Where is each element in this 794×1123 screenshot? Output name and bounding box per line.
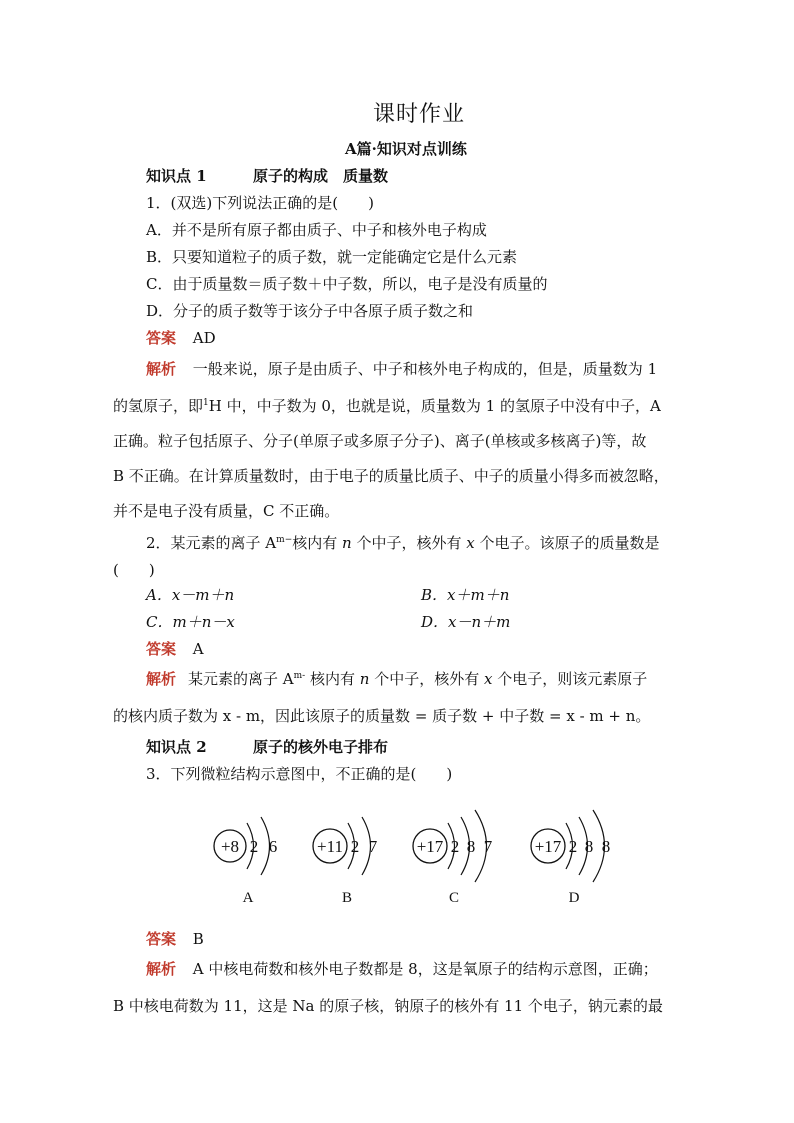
- q2-option-a: A．x－m＋n: [146, 586, 235, 604]
- q1-stem: 1．(双选)下列说法正确的是( ): [146, 194, 374, 212]
- q2-option-d: D．x－n＋m: [421, 613, 511, 631]
- answer-label: 答案: [146, 329, 177, 347]
- shell-count: 6: [268, 837, 278, 856]
- q2-option-b: B．x＋m＋n: [421, 586, 510, 604]
- q2-answer: [146, 638, 204, 659]
- atomic-structure-diagrams: [200, 790, 630, 920]
- shell-count: 8: [584, 837, 594, 856]
- shell-count: 2: [249, 837, 259, 856]
- kp2-topic: 原子的核外电子排布: [253, 738, 389, 756]
- q2-analysis-line-1: 解析 某元素的离子 $A^{m-}$ 核内有 n 个中子，核外有 x 个电子，则该元素原子: [146, 670, 648, 688]
- q1-analysis-line-5: 并不是电子没有质量，C 不正确。: [113, 502, 340, 520]
- diagram-label: B: [341, 890, 353, 906]
- nucleus-charge: +11: [317, 837, 343, 856]
- q1-option-a: A．并不是所有原子都由质子、中子和核外电子构成: [146, 221, 487, 239]
- page-title: 课时作业: [373, 102, 466, 127]
- diagram-label: C: [448, 890, 460, 906]
- shell-count: 7: [483, 837, 493, 856]
- answer-label: 答案: [146, 930, 177, 948]
- diagram-d: [531, 810, 610, 906]
- q2-paren: ( ): [113, 561, 155, 579]
- diagram-label: A: [242, 890, 254, 906]
- q3-analysis-line-2: B 中核电荷数为 11，这是 Na 的原子核，钠原子的核外有 11 个电子，钠元素的最: [113, 997, 663, 1015]
- shell-count: 2: [350, 837, 360, 856]
- diagram-b: [313, 817, 378, 906]
- kp2-label: 知识点 2: [146, 738, 207, 756]
- answer-value: B: [192, 930, 204, 948]
- answer-value: AD: [192, 329, 216, 347]
- q1-analysis-line-3: 正确。粒子包括原子、分子(单原子或多原子分子)、离子(单核或多核离子)等，故: [113, 432, 647, 450]
- h-mass-number: 1: [203, 398, 209, 408]
- q1-option-b: B．只要知道粒子的质子数，就一定能确定它是什么元素: [146, 248, 518, 266]
- q1-analysis-line-2: 的氢原子，即$^1$H 中，中子数为 0，也就是说，质量数为 1 的氢原子中没有中子，A: [113, 397, 661, 415]
- q1-analysis-line-1: 解析 一般来说，原子是由质子、中子和核外电子构成的，但是，质量数为 1: [146, 360, 658, 378]
- analysis-label: 解析: [146, 960, 177, 978]
- analysis-label: 解析: [146, 670, 177, 688]
- nucleus-charge: +8: [220, 837, 240, 856]
- kp1-label: 知识点 1: [146, 167, 207, 185]
- nucleus-charge: +17: [416, 837, 444, 856]
- diagram-label: D: [568, 890, 580, 906]
- shell-count: 8: [601, 837, 611, 856]
- q1-answer: [146, 327, 216, 348]
- analysis-label: 解析: [146, 360, 177, 378]
- section-title: A篇·知识对点训练: [345, 140, 467, 158]
- q3-answer: [146, 928, 204, 949]
- shell-count: 2: [568, 837, 578, 856]
- answer-label: 答案: [146, 640, 177, 658]
- answer-value: A: [192, 640, 204, 658]
- q3-analysis-line-1: 解析 A 中核电荷数和核外电子数都是 8，这是氧原子的结构示意图，正确；: [146, 960, 658, 978]
- q2-stem: 2．某元素的离子 $A^{m-}$核内有 n 个中子，核外有 x 个电子。该原子的质量数是: [146, 534, 660, 552]
- shell-count: 8: [466, 837, 476, 856]
- diagram-c: [413, 810, 493, 906]
- nucleus-charge: +17: [534, 837, 562, 856]
- q1-analysis-line-4: B 不正确。在计算质量数时，由于电子的质量比质子、中子的质量小得多而被忽略，: [113, 467, 669, 485]
- q1-option-c: C．由于质量数＝质子数＋中子数，所以，电子是没有质量的: [146, 275, 548, 293]
- shell-count: 2: [450, 837, 460, 856]
- diagram-a: [214, 817, 277, 906]
- q2-analysis-line-2: 的核内质子数为 x - m，因此该原子的质量数 = 质子数 + 中子数 = x - m + n。: [113, 707, 651, 725]
- shell-count: 7: [368, 837, 378, 856]
- kp1-topic: 原子的构成 质量数: [253, 167, 389, 185]
- q1-option-d: D．分子的质子数等于该分子中各原子质子数之和: [146, 302, 474, 320]
- q2-option-c: C．m＋n－x: [146, 613, 235, 631]
- q3-stem: 3．下列微粒结构示意图中，不正确的是( ): [146, 765, 453, 783]
